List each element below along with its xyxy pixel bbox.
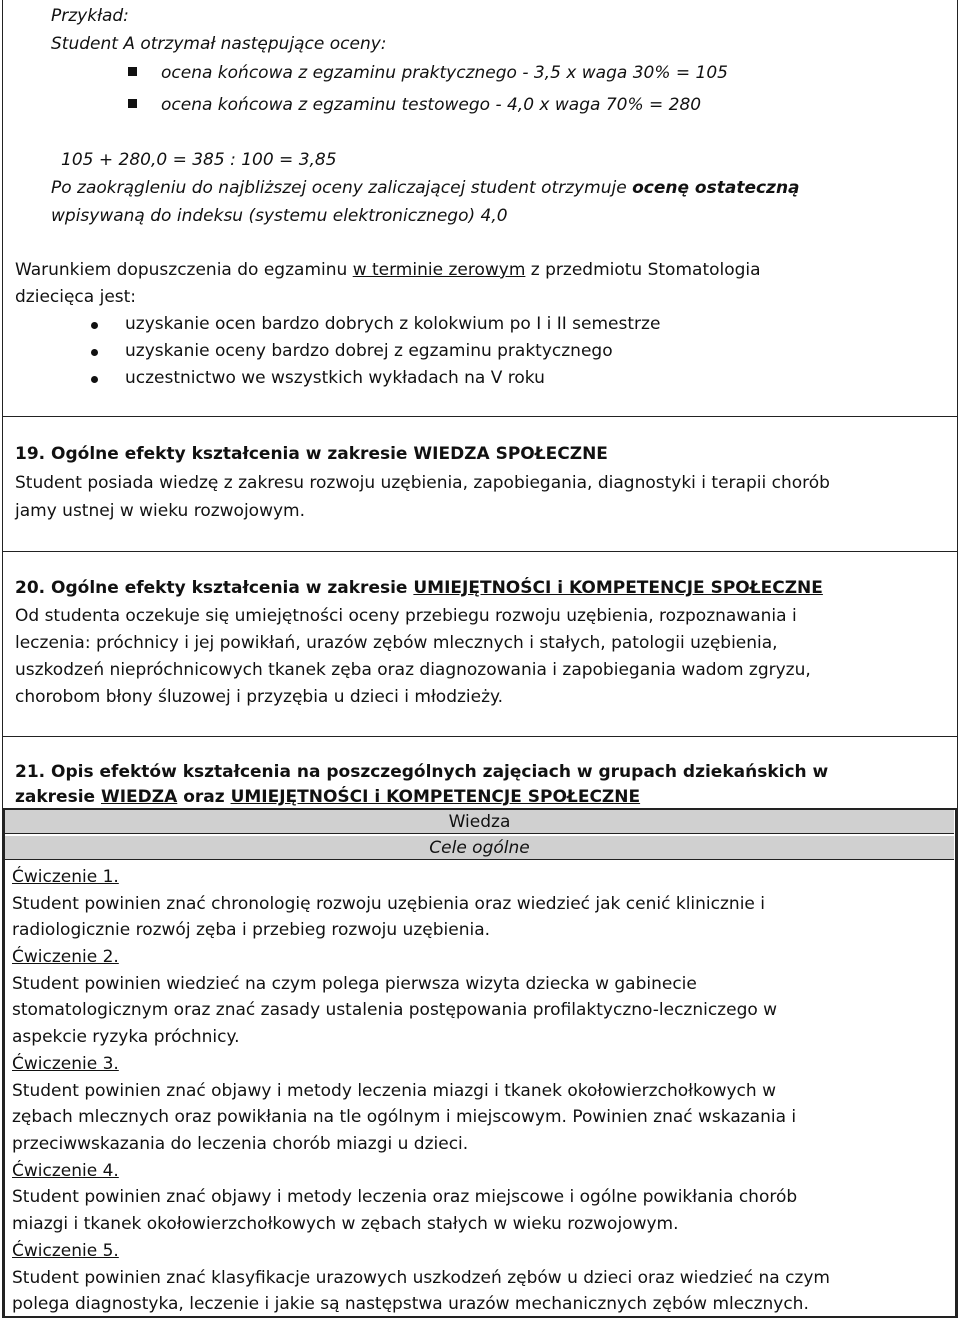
section-21-title-cont: zakresie WIEDZA oraz UMIEJĘTNOŚCI i KOMPETENCJE SPOŁECZNE	[15, 787, 641, 807]
example-intro: Student A otrzymał następujące oceny:	[51, 34, 387, 54]
knowledge-band	[5, 810, 954, 834]
exercise-label: Ćwiczenie 2.	[12, 947, 119, 967]
example-box	[2, 0, 958, 417]
knowledge-band-title: Wiedza	[448, 812, 511, 832]
conditions-text: Warunkiem dopuszczenia do egzaminu w terminie zerowym z przedmiotu Stomatologia	[15, 260, 761, 280]
goals-band	[5, 836, 954, 860]
section-19-text: Student posiada wiedzę z zakresu rozwoju uzębienia, zapobiegania, diagnostyki i terapii chorób	[15, 473, 830, 493]
section-20-title: 20. Ogólne efekty kształcenia w zakresie UMIEJĘTNOŚCI i KOMPETENCJE SPOŁECZNE	[15, 578, 823, 598]
condition-item: uczestnictwo we wszystkich wykładach na V roku	[125, 368, 545, 388]
bullet-dot-icon	[91, 349, 98, 356]
section-20-text: Od studenta oczekuje się umiejętności oceny przebiegu rozwoju uzębienia, rozpoznawania i	[15, 606, 797, 626]
section-20-text: leczenia: próchnicy i jej powikłań, urazów zębów mlecznych i stałych, patologii uzębienia,	[15, 633, 778, 653]
exercise-text: Student powinien znać klasyfikacje urazowych uszkodzeń zębów u dzieci oraz wiedzieć na czym	[12, 1268, 830, 1288]
example-item: ocena końcowa z egzaminu praktycznego - 3,5 x waga 30% = 105	[161, 63, 728, 83]
exercise-label: Ćwiczenie 1.	[12, 867, 119, 887]
final-grade-term: ocenę ostateczną	[632, 178, 800, 198]
exercise-text: polega diagnostyka, leczenie i jakie są następstwa urazów mechanicznych zębów mlecznych.	[12, 1294, 809, 1314]
bullet-square-icon	[128, 67, 137, 76]
example-rounding: Po zaokrągleniu do najbliższej oceny zaliczającej student otrzymuje ocenę ostateczną	[51, 178, 800, 198]
example-calc: 105 + 280,0 = 385 : 100 = 3,85	[61, 150, 337, 170]
section-19-text: jamy ustnej w wieku rozwojowym.	[15, 501, 306, 521]
bullet-square-icon	[128, 99, 137, 108]
exercise-text: miazgi i tkanek okołowierzchołkowych w zębach stałych w wieku rozwojowym.	[12, 1214, 679, 1234]
exercise-text: Student powinien znać objawy i metody leczenia oraz miejscowe i ogólne powikłania chorób	[12, 1187, 798, 1207]
section-20-box	[2, 551, 958, 737]
exercise-text: zębach mlecznych oraz powikłania na tle ogólnym i miejscowym. Powinien znać wskazania i	[12, 1107, 797, 1127]
exercise-text: stomatologicznym oraz znać zasady ustalenia postępowania profilaktyczno-leczniczego w	[12, 1000, 778, 1020]
example-rounding-cont: wpisywaną do indeksu (systemu elektronicznego) 4,0	[51, 206, 508, 226]
exercise-label: Ćwiczenie 4.	[12, 1161, 119, 1181]
section-19-title: 19. Ogólne efekty kształcenia w zakresie WIEDZA SPOŁECZNE	[15, 444, 608, 464]
section-21-title: 21. Opis efektów kształcenia na poszczególnych zajęciach w grupach dziekańskich w	[15, 762, 829, 782]
exercise-text: przeciwwskazania do leczenia chorób miazgi u dzieci.	[12, 1134, 469, 1154]
condition-item: uzyskanie oceny bardzo dobrej z egzaminu praktycznego	[125, 341, 613, 361]
exercise-text: radiologicznie rozwój zęba i przebieg rozwoju uzębienia.	[12, 920, 491, 940]
bullet-dot-icon	[91, 322, 98, 329]
conditions-text-cont: dziecięca jest:	[15, 287, 137, 307]
exercise-text: Student powinien wiedzieć na czym polega pierwsza wizyta dziecka w gabinecie	[12, 974, 697, 994]
condition-item: uzyskanie ocen bardzo dobrych z kolokwium po I i II semestrze	[125, 314, 661, 334]
section-20-text: chorobom błony śluzowej i przyzębia u dzieci i młodzieży.	[15, 687, 504, 707]
exercise-label: Ćwiczenie 5.	[12, 1241, 119, 1261]
exercise-text: Student powinien znać objawy i metody leczenia miazgi i tkanek okołowierzchołkowych w	[12, 1081, 776, 1101]
section-19-box	[2, 416, 958, 552]
bullet-dot-icon	[91, 376, 98, 383]
exercise-label: Ćwiczenie 3.	[12, 1054, 119, 1074]
knowledge-table	[3, 808, 957, 1318]
example-heading: Przykład:	[51, 6, 129, 26]
goals-band-title: Cele ogólne	[429, 838, 530, 858]
section-20-text: uszkodzeń niepróchnicowych tkanek zęba oraz diagnozowania i zapobiegania wadom zgryzu,	[15, 660, 811, 680]
example-item: ocena końcowa z egzaminu testowego - 4,0 x waga 70% = 280	[161, 95, 702, 115]
exercise-text: Student powinien znać chronologię rozwoju uzębienia oraz wiedzieć jak cenić klinicznie i	[12, 894, 766, 914]
exercise-text: aspekcie ryzyka próchnicy.	[12, 1027, 240, 1047]
